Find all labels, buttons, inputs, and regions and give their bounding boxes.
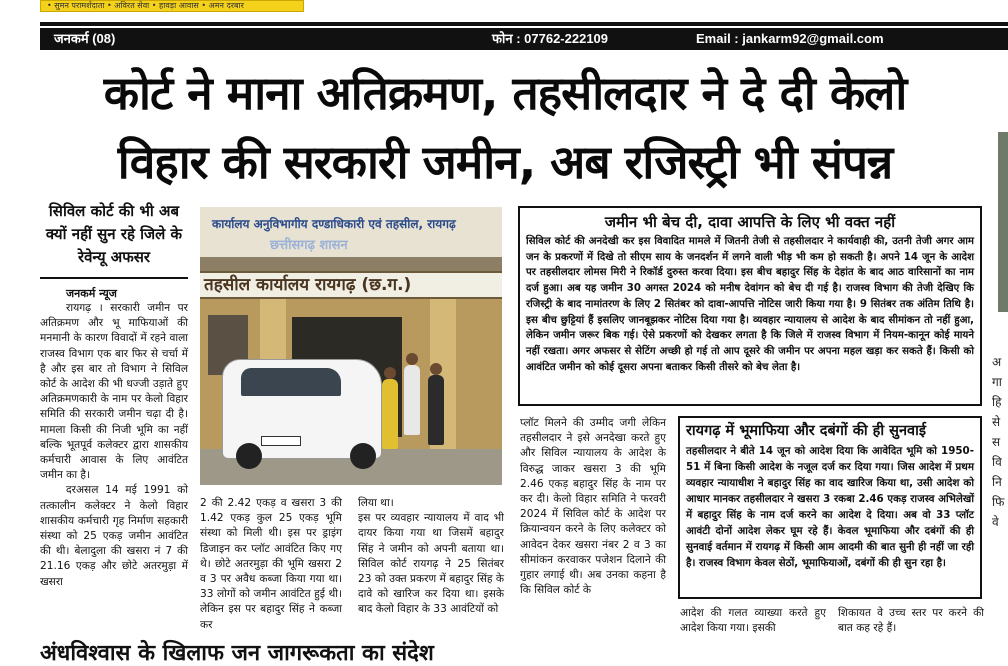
sidebar-story bbox=[40, 200, 188, 590]
tehsil-office-photo bbox=[200, 207, 502, 485]
byline: जनकर्म न्यूज bbox=[66, 287, 117, 300]
main-headline bbox=[30, 58, 980, 196]
person-yellow-shirt bbox=[382, 379, 398, 449]
box2-body: तहसीलदार ने बीते 14 जून को आदेश दिया कि आवेदित भूमि को 1950-51 में बिना किसी आदेश के नजूल दर्ज कर दिया गया। जिस आदेश में प्रथम व्यवहार न्यायाधीश ने बहादुर सिंह का वाद खारिज किया था, उसी आदेश को आधार मानकर तहसीलदार ने खसरा 3 रकबा 2.46 एकड़ राजस्व अभिलेखों में बहादुर सिंह के नाम दर्ज करने का आदेश दे दिया। अब वो 33 प्लॉट आवंटी दोनों आदेश लेकर घूम रहे हैं। केवल भूमाफिया और दबंगों की ही सुनवाई वर्तमान में रायगढ़ में किसी आम आदमी की बात सुनी ही नहीं जा रही है। राजस्व विभाग केवल सेठों, भूमाफियाओं, दबंगों की ही सुन रहा है। bbox=[686, 445, 974, 569]
person-white-shirt bbox=[404, 365, 420, 435]
top-banner: • सुमन परामर्शदाता • अविरत सेवा • हावड़ा आवास • अमन दरबार bbox=[40, 0, 304, 12]
subhead-divider bbox=[40, 277, 188, 279]
sidebar-body bbox=[40, 301, 188, 590]
sidebar-paragraph-2: दरअसल 14 मई 1991 को तत्कालीन कलेक्टर ने केलो विहार शासकीय कर्मचारी गृह निर्माण सहकारी संस्था को 25 एकड़ जमीन आवंटित की थी। बेलादुला की खसरा नं 7 की 21.16 एकड़ और छोटे अतरमुड़ा में खसरा bbox=[40, 484, 188, 588]
box1-title: जमीन भी बेच दी, दावा आपत्ति के लिए भी वक्त नहीं bbox=[604, 213, 896, 231]
mid-column-b: लिया था। इस पर व्यवहार न्यायालय में वाद भी दायर किया गया था जिसमें बहादुर सिंह ने जमीन को अपनी बताया था। सिविल कोर्ट रायगढ़ ने 25 सितंबर 23 को उक्त प्रकरण में बहादुर सिंह के दावे को खारिज कर दिया था। इसके बाद केलो विहार के 33 आवंटियों को bbox=[358, 497, 504, 616]
photo-sign-top: कार्यालय अनुविभागीय दण्डाधिकारी एवं तहसील, रायगढ़ bbox=[212, 217, 456, 231]
person-dark bbox=[428, 375, 444, 445]
boxed-story-sale bbox=[518, 206, 982, 406]
photo-nameboard: तहसील कार्यालय रायगढ़ (छ.ग.) bbox=[200, 271, 502, 299]
adjacent-text-fragment: अ गा हि से स वि नि फि वे bbox=[992, 355, 1005, 529]
top-rule bbox=[40, 22, 1008, 26]
sidebar-subhead: सिविल कोर्ट की भी अब क्यों नहीं सुन रहे जिले के रेवेन्यू अफसर bbox=[45, 202, 183, 266]
adjacent-page-edge bbox=[990, 52, 1008, 655]
adjacent-photo-fragment bbox=[998, 132, 1008, 312]
page-label: जनकर्म (08) bbox=[54, 31, 116, 46]
sidebar-paragraph-1: रायगढ़ । सरकारी जमीन पर अतिक्रमण और भू माफियाओं की मनमानी के कारण विवादों में रहने वाला राजस्व विभाग एक बार फिर से चर्चा में है और इस बार तो विभाग ने सिविल कोर्ट के आदेश की भी धज्जी उड़ाते हुए अतिक्रमणकारी के नाम पर केलो विहार समिति की सरकारी जमीन चढ़ा दी है। मामला किसी की निजी भूमि का नहीं बल्कि भूतपूर्व कलेक्टर द्वारा शासकीय कर्मचारी आवास के लिए आवंटित जमीन का है। bbox=[40, 302, 188, 482]
right-column-b: आदेश की गलत व्याख्या करते हुए आदेश किया गया। इसकी bbox=[680, 607, 826, 635]
photo-sign-sub: छत्तीसगढ़ शासन bbox=[270, 238, 348, 253]
page-header-bar bbox=[40, 28, 1008, 50]
top-strip bbox=[0, 0, 1008, 22]
headline-line-1: कोर्ट ने माना अतिक्रमण, तहसीलदार ने दे दी केलो bbox=[103, 66, 907, 120]
right-column-c: शिकायत वे उच्च स्तर पर करने की बात कह रहे हैं। bbox=[838, 607, 984, 635]
boxed-story-land-mafia bbox=[678, 416, 982, 599]
box1-body: सिविल कोर्ट की अनदेखी कर इस विवादित मामले में जितनी तेजी से तहसीलदार ने कार्यवाही की, उतनी तेजी अगर आम जन के प्रकरणों में दिखे तो सीएम साय के जनदर्शन में लगने वाली भीड़ भी कम हो सकती है। अपने 14 जून के आदेश पर तहसीलदार लोमस मिरी ने रिकॉर्ड दुरुस्त करवा दिया। इस बीच बहादुर सिंह के देहांत के बाद आठ वारिसानों का नाम दर्ज हुआ। अब यह जमीन 30 अगस्त 2024 को मनीष देवांगन को बेच दी गई है। राजस्व विभाग की तेजी देखिए कि रजिस्ट्री के बाद नामांतरण के लिए 2 सितंबर को दावा-आपत्ति नोटिस जारी किया गया है। 9 सितंबर तक अंतिम तिथि है। इस बीच छुट्टियां हैं इसलिए जानबूझकर नोटिस दिया गया है। व्यवहार न्यायालय से आदेश के बाद सीमांकन तो नहीं हुआ, लेकिन जमीन जरूर बिक गई। ऐसे प्रकरणों को देखकर लगता है कि जिले में राजस्व विभाग में नियम-कानून कोई मायने नहीं रखता। अगर अफसर से सेटिंग अच्छी हो गई तो आप दूसरे की जमीन पर अपना महल खड़ा कर सकते हैं। किसी को आवंटित जमीन को कोई दूसरा अपना बताकर किसी तीसरे को बेच लेता है। bbox=[526, 236, 974, 373]
email-address: Email : jankarm92@gmail.com bbox=[696, 31, 884, 46]
mid-column-a: 2 की 2.42 एकड़ व खसरा 3 की 1.42 एकड़ कुल 25 एकड़ भूमि संस्था को मिली थी। इस पर ड्राइंग डिजाइन कर प्लॉट आवंटित किए गए थे। छोटे अतरमुड़ा की भूमि खसरा 2 व 3 पर अवैध कब्जा किया गया था। 33 लोगों को जमीन आवंटित हुई थी। लेकिन इस पर बहादुर सिंह ने कब्जा कर bbox=[200, 497, 342, 631]
headline-line-2: विहार की सरकारी जमीन, अब रजिस्ट्री भी संपन्न bbox=[117, 135, 893, 189]
next-headline-fragment: अंधविश्वास के खिलाफ जन जागरूकता का संदेश bbox=[40, 641, 434, 666]
right-column-a: प्लॉट मिलने की उम्मीद जगी लेकिन तहसीलदार ने इसे अनदेखा करते हुए और सिविल न्यायालय के आदेश के विरुद्ध जाकर खसरा 3 की भूमि 2.46 एकड़ बहादुर सिंह के नाम पर कर दी। केलो विहार समिति ने फरवरी 2024 में सिविल कोर्ट के आदेश पर क्रियान्वयन करने के लिए कलेक्टर को आवेदन देकर खसरा नंबर 2 व 3 का सीमांकन करवाकर पजेशन दिलाने की गुहार लगाई थी। अब उनका कहना है कि सिविल कोर्ट के bbox=[520, 417, 666, 597]
phone-number: फोन : 07762-222109 bbox=[492, 31, 609, 46]
box2-title: रायगढ़ में भूमाफिया और दबंगों की ही सुनवाई bbox=[686, 423, 926, 439]
